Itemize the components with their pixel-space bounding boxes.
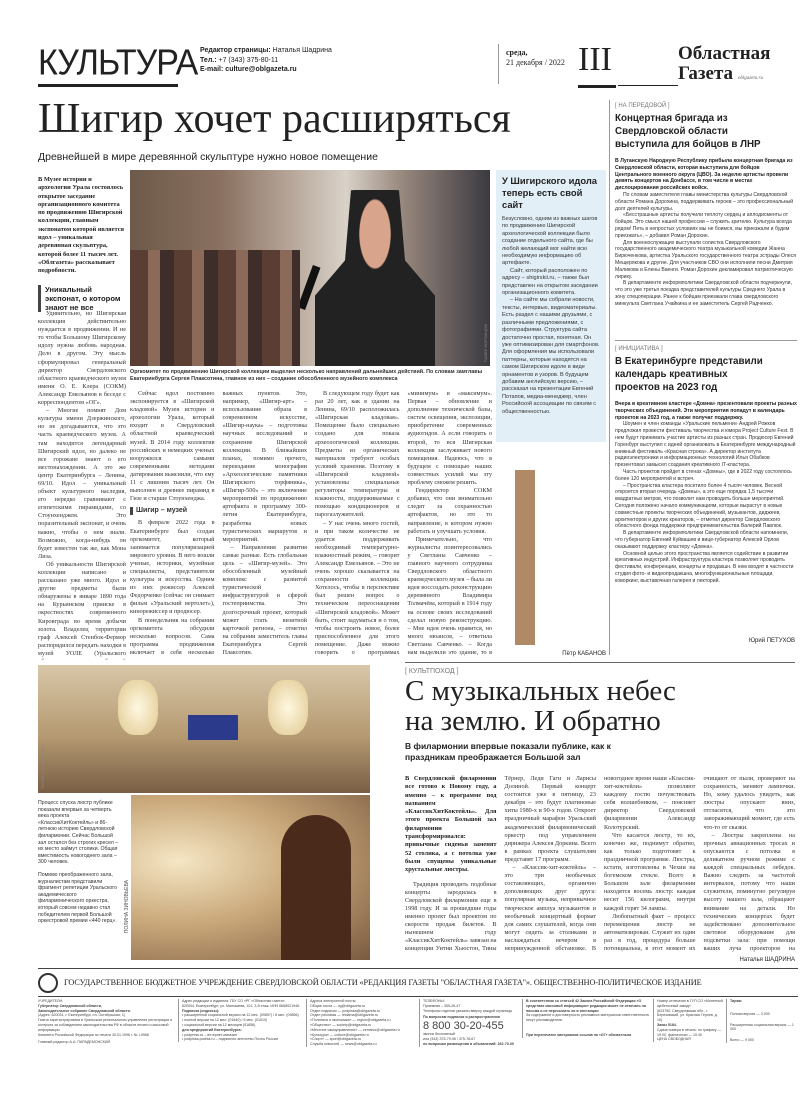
rubric: [ ИНИЦИАТИВА ] <box>615 346 663 352</box>
footer-printing <box>653 999 723 1042</box>
line: (623750, Свердловская обл., г. Березовский, ул. Красных Героев, д. 10) <box>657 1008 718 1023</box>
subhead-text: Уникальный экспонат, о котором знают не все <box>45 285 121 312</box>
line: по вопросам размещения и объявлений: 262-70-00 <box>423 1041 514 1046</box>
headline: В Екатеринбурге представили календарь креативных проектов на 2023 год <box>615 356 763 393</box>
line: Подписка (индексы): <box>182 1008 220 1013</box>
main-subtitle: Древнейшей в мире деревянной скульптуре нужно новое помещение <box>38 151 378 163</box>
footer-phones <box>419 999 519 1047</box>
line: В соответствии со статьей 42 Закона Российской Федерации «О средствах массовой информации» редакция может не отвечать на письма и не пересылать их в инстанции <box>526 999 646 1013</box>
logo-underline <box>618 85 678 86</box>
paragraph: Гендиректор СОКМ добавил, что они внимательно следят за сохранностью артефактов, но это то направление, в котором нужно работать и улучшать условия. <box>407 487 492 535</box>
editor-name: Наталья Шадрина <box>272 47 332 54</box>
chandelier <box>118 680 158 735</box>
caption-1: Процесс спуска люстр публике показали впервые за четверть века проекта «КлассикХитКоктейль» и 86-летнюю историю Свердловской филармонии. Сейчас Большой зал остался без строгих кресел – их место займут столики. Общая вместимость новогоднего зала – 300 человек. <box>38 800 119 866</box>
footer-imprint <box>38 999 798 1054</box>
newspaper-logo <box>678 44 770 89</box>
right-byline: Юрий ПЕТУХОВ <box>748 638 795 644</box>
photo-credit: ПОЛИНА ЗИНОВЬЕВА <box>124 880 130 934</box>
email-link[interactable]: «Культура» — culture@oblgazeta.ru <box>310 1032 369 1037</box>
line: Губернатор Свердловской области, <box>38 1003 103 1008</box>
sidebar-box <box>496 170 606 442</box>
paragraph: – Люстры закреплены на прочных авиационных тросах и опускаются с потолка в деликатном ручном режиме с каждой специальных лебедок. Важно следить за частотой интервалов, потому что наши служители, поминутно регулируя высоту нашего зала, обращают внимание на детали. Но технических концертах будет задействовано дополнительное световое оборудование для подсветки зала: при помощи ваших луча проекторов на <box>703 831 795 952</box>
paragraph: Часть проектов пройдет в стенах «Домны», где в 2022 году состоялось более 120 мероприятий и встреч. <box>615 468 792 482</box>
paragraph: – Многие помнят Дом культуры имени Дзержинского, но не догадываются, что это часть краеведческого музея. А там находится легендарный Шигирский идол, но далеко не все горожане знают о его местонахождении. А это же центр Екатеринбурга – Ленина, 69/10. Идол – уникальный объект культурного наследия, его нередко сравнивают с египетскими пирамидами, со Стоунхенджем. Это поразительный экспонат, и очень важно, чтобы о нем знали. Возможно, когда-нибудь он будет известен так же, как Мона Лиза. <box>38 407 126 560</box>
logo-line2: Газета <box>678 63 734 84</box>
second-lead: В Свердловской филармонии все готово к Новому году, а именно – к программе под названием «КлассикХитКоктейль». Для этого проекта Большой зал филармонии трансформировался: привычные сиденья заменят 52 столика, а с потолка уже были спущены уникальные хрустальные люстры. <box>405 775 497 874</box>
paragraph: Основной целью этого пространства является содействие в развитии креативных индустрий. Инфраструктура кластера позволяет проводить фестивали, конференции, концерты и продакшн. В нем входят в частности студия фото- и видеопродакшна, многофункциональные площади, коворкинг, выставочная галерея и лекторий. <box>615 550 794 584</box>
paragraph: Удивительно, но Шигирская коллекция действительно нуждается в продвижении. И не то чтобы Большому Шигирскому идолу нужна любовь народная. Дело в другом. Эту мысль сформулировал генеральный директор Свердловского областного краеведческого музея имени О. Е. Клера (СОКМ) Александр Емельянов в беседе с корреспондентом «ОГ». <box>38 310 126 407</box>
main-center-body <box>130 390 492 660</box>
line: • социальной версии на 12 месяцев (01856) <box>182 1022 256 1027</box>
paragraph: В феврале 2022 года в Екатеринбурге был создан оргкомитет, который занимается популяризацией мирового уровня. В него вошли ученые, историки, музейные специалисты, представители культуры и искусства. Одним из них режиссер Алексей Федорченко (сейчас он снимает фильм «Уральский вертолет»), кинорежиссер и продюсер. <box>130 519 215 616</box>
audience <box>130 250 300 366</box>
line: Телефоны отделов указаны вверху каждой страницы <box>423 1008 513 1013</box>
main-left-body <box>38 310 126 660</box>
line: • расширенной социальной версии на 12 мес. (09857) / 6 мес. (09856) <box>182 1013 299 1018</box>
weekday: среда, <box>506 48 528 57</box>
paragraph: «Бесстрашные артисты получили теплоту сердец и аплодисменты от бойцов. Это смысл нашей профессии – служить зрителю. Культура всегда рядом! Петь в непростых условиях мы не боимся, мы приезжали и будем приезжать», – добавил Роман Дорохин. <box>615 212 792 239</box>
main-photo-caption: Оргкомитет по продвижению Шигирской коллекции выделил несколько направлений дальнейших действий. По словам замглавы Екатеринбурга Сергея Плаксотина, главное из них – создание обособленного музейного комплекса <box>130 369 483 382</box>
second-byline: Наталья ШАДРИНА <box>739 957 795 963</box>
lead: В Луганскую Народную Республику прибыла концертная бригада из Свердловской области, которая выступила для бойцов Центрального военного округа (ЦВО). За неделю артисты провели девять концертов на Донбассе, в том числе в местах дислоцирования российских войск. <box>615 158 793 192</box>
line: Тираж: <box>730 999 743 1003</box>
footer-legal <box>522 999 650 1038</box>
paragraph: В следующем году будет как раз 20 лет, как в здании на Ленина, 69/10 расположилась «Шигирская кладовая». Помещение было специально создано для показа археологической коллекции. Предметы из органических материалов требуют особых условий хранения. Поэтому в «Шигирской кладовой» установлены специальные регуляторы температуры и влажности, поддерживаемые с помощью кондиционеров и парогазлужителей. <box>315 390 400 519</box>
lead: Вчера в креативном кластере «Домна» презентовали проекты разных творческих объединений. Эти мероприятия попадут в календарь проектов на 2023 год, а также получат поддержку. <box>615 401 797 421</box>
right-article-frontline <box>615 103 797 308</box>
page-number-underline <box>578 85 616 88</box>
paragraph: По словам заместителя главы министерства культуры Свердловской области Романа Дорохина, поддерживать героев – это профессиональный долг деятелей культуры. <box>615 191 794 212</box>
line: 620004, Екатеринбург, ул. Малышева, 101, 3-й этаж. ИНН 6658021946. <box>182 1003 301 1008</box>
line: звонок бесплатный <box>423 1032 456 1037</box>
line: • полной версии на 12 мес. (01840) / 6 мес. (01510) <box>182 1018 268 1023</box>
line: Всего — 9 000 <box>730 1038 755 1043</box>
line: Номер отпечатан в ГУП СО «Монетный щебеночный завод» <box>657 999 723 1008</box>
phone-label: Тел.: <box>200 56 217 64</box>
paragraph: Об уникальности Шигирской коллекции написано и рассказано уже много. Идол и другие предметы были обнаружены в январе 1890 года на Курьинском прииске в окрестностях современного Кировграда во время добычи золота. Владелец территории граф Алексей Стенбок-Фермор распорядился передать находки в музей УОЛЕ (Уральского <box>38 560 126 657</box>
right-article-initiative <box>615 346 797 585</box>
second-photo-captions <box>38 800 122 925</box>
section-divider <box>405 662 795 663</box>
body <box>615 421 797 584</box>
logo-line1: Областная <box>678 43 771 64</box>
email: culture@oblgazeta.ru <box>225 66 297 73</box>
footer-top-rule <box>38 968 798 969</box>
email-link[interactable]: Отдел рекламы — reklama@oblgazeta.ru <box>310 1013 378 1018</box>
caption-2: Помимо преображенного зала, журналистам представили фрагмент репетиции Уральского академического филармонического оркестра, который совсем недавно стал победителем первой Большой оркестровой премии «440 герц». <box>38 871 117 925</box>
paragraph: Примечательно, что журналисты поинтересовались у Светланы Савченко – главного научного сотрудника Свердловского областного краеведческого музея – была ли идея воссоздать реконструкцию деревянного Владимира Толмачёва, который в 1914 году на основе своих исследований сделал новую реконструкцию. – Мне идея очень нравится, но много нюансов, – ответила Светлана Савченко. – Когда нам выделили это здание, то в <box>407 535 492 656</box>
sidebar-title: У Шигирского идола теперь есть свой сайт <box>502 175 598 210</box>
logo-site: oblgazeta.ru <box>737 76 763 81</box>
date: 21 декабря / 2022 <box>506 58 565 67</box>
paragraph: Для военнослужащих выступали солистка Свердловского государственного академического театра музыкальной комедии Жанна Бирюченкова, артистка Уральского государственного театра эстрады Олеся Мещерякова и другие. Для участников СВО они исполнили песни Дмитрия Маликова и Елены Ваенги. Роман Дорохин декламировал патриотическую лирику. <box>615 239 797 280</box>
headline: Концертная бригада из Свердловской области выступила для бойцов в ЛНР <box>615 113 761 150</box>
email-link[interactable]: «Политика и экономика» — region@oblgazeta.ru <box>310 1018 391 1023</box>
second-subtitle: В филармонии впервые показали публике, как к праздникам преображается Большой зал <box>405 741 611 762</box>
line: ЦЕНА СВОБОДНАЯ <box>657 1037 691 1042</box>
phone: +7 (343) 375-80-11 <box>218 56 279 64</box>
email-link[interactable]: Отдел подписки — podpiska@oblgazeta.ru <box>310 1008 381 1013</box>
line: УЧРЕДИТЕЛИ: <box>38 999 64 1003</box>
line: для предприятий Екатеринбурга: <box>182 1027 242 1032</box>
rubric: [ НА ПЕРЕДОВОЙ ] <box>615 103 670 109</box>
sidebar-body <box>502 216 600 416</box>
main-photo <box>130 170 490 366</box>
paragraph: – У нас очень много гостей, и при таком количестве не удается поддерживать необходимый температурно-влажностный режим, – говорит Александр Емельянов. – Это не очень хорошо сказывается на сохранности коллекции. Хотелось, чтобы в перспективе был решен вопрос о техническом переоснащении «Шигирской кладовой». Может быть, стоит задуматься и о том, чтобы построить новое, более приспособленное для этого помещение. Даже можно говорить о программах «минимум» и «максимум». Первая – обновление и дополнение технической базы, систем освещения, экспозиции, приобретение современных аудиогидов. А если говорить о второй, то вся Шигирская коллекция заслуживает нового помещения. Надеюсь, что в будущем с помощью наших совместных усилий мы эту проблему сможем решить. <box>315 390 492 656</box>
line: или (343) 375-79-96 / 375-78-67 <box>423 1036 476 1041</box>
footer-founders <box>38 999 173 1045</box>
email-label: E-mail: <box>200 66 224 73</box>
main-lead: В Музее истории и археологии Урала состоялось открытое заседание организационного комитета по продвижению Шигирской коллекции, главным экспонатом которой является идол – уникальная деревянная скульптура, которой более 11 тысяч лет. «Облгазета» рассказывает подробности. <box>38 176 124 275</box>
email-link[interactable]: «Спорт» — sport@oblgazeta.ru <box>310 1037 362 1042</box>
photo-credit: ПОЛИНА ЗИНОВЬЕВА <box>40 746 45 789</box>
divider <box>615 340 797 341</box>
photo-credit: ПАВЕЛ ВОРОЖЦОВ <box>483 323 488 362</box>
chandelier-photo <box>131 795 370 960</box>
paragraph: Сайт, который расположен по адресу – shigirskii.ru, – также был представлен на открытом заседании организационного комитета. <box>502 267 598 297</box>
headline-line2: на землю. И обратно <box>405 705 661 737</box>
paragraph: Шоумен и член команды «Уральские пельмени» Андрей Рожков предложил провести фестиваль творчества и юмора Project Culture Fest. В нем будут принимать участие артисты из разных стран. Продюсер Евгений Горенбург выступил с идеей организовать в Екатеринбурге международный книжный фестиваль «Красная строка». А директор института радиоэлектроники и информационных технологий Илья Обабков презентовал замысел создания креативного IT-кластера. <box>615 421 796 469</box>
paragraph: Что касается люстр, то их, конечно же, поднимут обратно, как только подготовят к праздничной программе. Люстры, кстати, изготовлены в Чехии на богемском стекле. Всего в Большом зале филармонии находятся восемь люстр: каждая весит 156 килограмм, внутри каждой горят 34 лампы. <box>604 831 696 912</box>
paragraph: Сейчас идол постоянно экспонируется в «Шигирской кладовой» Музея истории и археологии Урала, который входит в Свердловский областной краеведческий музей. В 2014 году коллектив российских и немецких ученых вооружился самыми современными методами датирования выяснили, что ему 11 с лишним тысяч лет. Он выполнен и древнее пирамид в Гизе и старше Стоунхенджа. <box>130 390 215 503</box>
email-link[interactable]: Общая почта — og@oblgazeta.ru <box>310 1003 366 1008</box>
editor-info <box>200 46 332 75</box>
line: ТЕЛЕФОНЫ: <box>423 999 445 1003</box>
paragraph: Традиция проводить подобные концерты зародилась в Свердловской филармонии еще в 1998 году. И за прошедшие годы именно проект был проектом по скорости продаж билетов. В нынешнем году «КлассикХитКоктейль» завязан на концепции Уитни Хьюстон, Тины Тёрнер, Леди Гаги и Ларисы Долиной. Первый концерт состоится уже в пятницу, 23 декабря – это будут платиновые хиты 1980-х и 90-х годов. Откроет праздничный марафон Уральский академический филармонический оркестр под управлением дирижера Алексея Доркина. Всего в рамках проекта слушателям представят 17 программ. <box>405 775 596 953</box>
line: Газета зарегистрирована в Уральском региональном управлении регистрации и контроля за соблюдением законодательства РФ в области печати и массовой информации <box>38 1018 173 1032</box>
email-link[interactable]: «Общество» — society@oblgazeta.ru <box>310 1022 372 1027</box>
paragraph: – Пространства кластера посетило более 4 тысяч человек. Весной откроется вторая очередь «Домны», а это еще порядка 1,5 тысячи квадратных метров, что позволит нам проводить больше мероприятий. Сегодня положено начало коммуникациям, которые вырастут в новые совместные проекты творческих объединений, музыкантов, диджеев, архитекторов и других креаторов, – отметил директор Свердловского областного фонда поддержки предпринимательства Валерий Павлюк. <box>615 482 785 530</box>
hotline-number: 8 800 30-20-455 <box>423 1020 504 1033</box>
page-number: III <box>578 41 612 78</box>
main-byline: Пётр КАБАНОВ <box>562 651 606 657</box>
second-headline <box>405 676 676 736</box>
speaker-figure <box>315 190 435 366</box>
email-link[interactable]: «Местное самоуправление» — zemstvo@oblgazeta.ru <box>310 1027 400 1032</box>
inline-subhead: Шигир – музей <box>130 507 215 515</box>
section-underline <box>38 84 178 87</box>
second-rubric: [ КУЛЬТПОХОД ] <box>405 668 459 675</box>
main-headline: Шигир хочет расширяться <box>38 96 511 142</box>
column-divider <box>609 100 610 655</box>
paragraph: – Направления развития самые разные. Есть глобальная цель – «Шигир-музей». Это обособленный музейный комплекс с развитой туристической инфраструктурой и сферой гостеприимства. Это долгосрочный проект, который может стать визитной карточкой региона, – отметил на собрании заместитель главы Екатеринбурга Сергей Плаксотин. <box>222 543 307 656</box>
paragraph: – «Классик-хит-коктейль» – это три необычных составляющих, органично дополняющих друг друга: популярная музыка, непривычное творческое амплуа музыкантов и необычный концертный формат для самих слушателей, когда они могут сидеть за столиками и наслаждаться вечером в непринужденной обстановке. В новогоднее время наши «Классик-хит-коктейли» позволяют каждому гостю почувствовать себя волшебником, – поясняет директор Свердловской филармонии Александр Колотурский. <box>504 775 696 952</box>
footer-circulation <box>726 999 798 1043</box>
line: Адрес редакции и издателя: ГБУ СО «РГ «Областная газета». <box>182 999 286 1003</box>
line: Адреса электронной почты: <box>310 999 357 1003</box>
line: Полная версия — 3 000 <box>730 1011 770 1016</box>
footer-subscription <box>178 999 303 1042</box>
footer-banner: ГОСУДАРСТВЕННОЕ БЮДЖЕТНОЕ УЧРЕЖДЕНИЕ СВЕРДЛОВСКОЙ ОБЛАСТИ «РЕДАКЦИЯ ГАЗЕТЫ "ОБЛАСТНАЯ ГАЗЕТА"». ОБЩЕСТВЕННО-ПОЛИТИЧЕСКОЕ ИЗДАНИЕ <box>64 978 702 987</box>
line[interactable]: • podpress.ru – интернет-магазин <box>182 1032 237 1037</box>
line: При перепечатке материалов ссылка на «ОГ» обязательна <box>526 1032 632 1037</box>
paragraph: В понедельник на собрании оргкомитета обсудили несколько вопросов. Сама программа продвижения включает в себя несколько важных пунктов. Это, например, «Шигир-арт» – использование образа в современном искусстве, «Шигир-наука» – подготовка научных исследований и сохранение Шигирской коллекции. В ближайших планах, помимо прочего, переиздание монографии «Археологические памятники Шигирского торфяника», «Шигир-500» – это включение мероприятий по продвижению артефакта в программу 300-летия Екатеринбурга, разработка новых туристических маршрутов и мероприятий. <box>130 390 307 656</box>
chandelier <box>268 680 308 735</box>
paragraph: В департаменте информполитики Свердловской области напомнили, что губернатор Евгений Куйвашев и вице-губернатор Алексей Орлов оказывают поддержку кластеру «Домна». <box>615 530 789 550</box>
main-subhead <box>38 285 128 312</box>
editor-label: Редактор страницы: <box>200 47 271 54</box>
concert-hall-photo <box>38 665 370 793</box>
idol-photo <box>500 470 550 645</box>
section-title: КУЛЬТУРА <box>38 43 198 83</box>
footer-rule <box>38 996 798 997</box>
second-body <box>405 775 795 955</box>
headline-line1: С музыкальных небес <box>405 675 676 707</box>
masthead <box>38 40 798 95</box>
line: Законодательное собрание Свердловской области. <box>38 1008 131 1013</box>
email-link[interactable]: Служба новостей — news@oblgazeta.ru <box>310 1042 377 1047</box>
worker-figure <box>281 815 351 960</box>
issue-date <box>506 48 565 68</box>
paragraph: – На сайте мы собрали новости, тексты, интервью, видеоматериалы. Есть раздел с нашими друзьями, с различными предложениями, с фотографиями. Структура сайта достаточно простая, понятная. Он уже оптимизирован для смартфонов. Для оформления мы использовали паттерны, которые находятся на самом Шигирском идоле в виде орнаментов и узоров. В будущем добавим английскую версию, – рассказал на презентации Евгений Потапов, медиа-менеджер, член Российской ассоциации по связям с общественностью. <box>502 297 600 415</box>
line: Приемная – 355-26-47 <box>423 1003 461 1008</box>
line: Главный редактор А.А. ПАРАДЕМОНСКИЙ <box>38 1040 111 1045</box>
line: За содержание и достоверность рекламных материалов ответственность несут рекламодатели. <box>526 1013 650 1023</box>
line: Заказ 5184. <box>657 1022 677 1027</box>
line: Сдача номера в печать: по графику — 19.00, фактически — 19.30 <box>657 1027 722 1037</box>
line: По вопросам подписки и распространения <box>423 1015 500 1020</box>
paragraph: В департаменте информполитики Свердловской области подчеркнули, что это уже третья поездка представителей культуры Среднего Урала в зону спецоперации. Ранее к бойцам приезжали глава свердловского минкульта Светлана Учайкина и ее заместитель Сергей Радченко. <box>615 280 792 307</box>
divider <box>498 44 499 84</box>
paragraph: Безусловно, одним из важных шагов по продвижению Шигирской археологической коллекции было создание отдельного сайта, где бы любой желающий мог найти всю необходимую информацию об артефакте. <box>502 216 598 267</box>
paragraph: Любопытный факт – процесс перемещения люстр не автоматизирован. Служит их один раз в год, процедура больше потенциальна, в этот момент их очищают от пыли, проверяют на сохранность, меняют лампочки. Но, кому удалось увидеть, как люстры опускают вниз, отгласятся, что это завораживающий момент, где есть что-то от сказки. <box>604 775 795 952</box>
body <box>615 192 797 308</box>
footer-emails <box>306 999 416 1047</box>
stage-screen <box>188 715 238 740</box>
line: (Адрес: 620031, г. Екатеринбург, пл. Октябрьская, 1) <box>38 1013 126 1018</box>
line: Комитета Российской Федерации по печати 30.01.1996 г. № I-0966 <box>38 1032 149 1037</box>
line[interactable]: • podpiska.pochta.ru – подписное агентство Почты России <box>182 1037 278 1042</box>
line: Расширенная социальная версия — 1 000 <box>730 1022 794 1032</box>
footer-seal <box>38 973 58 993</box>
